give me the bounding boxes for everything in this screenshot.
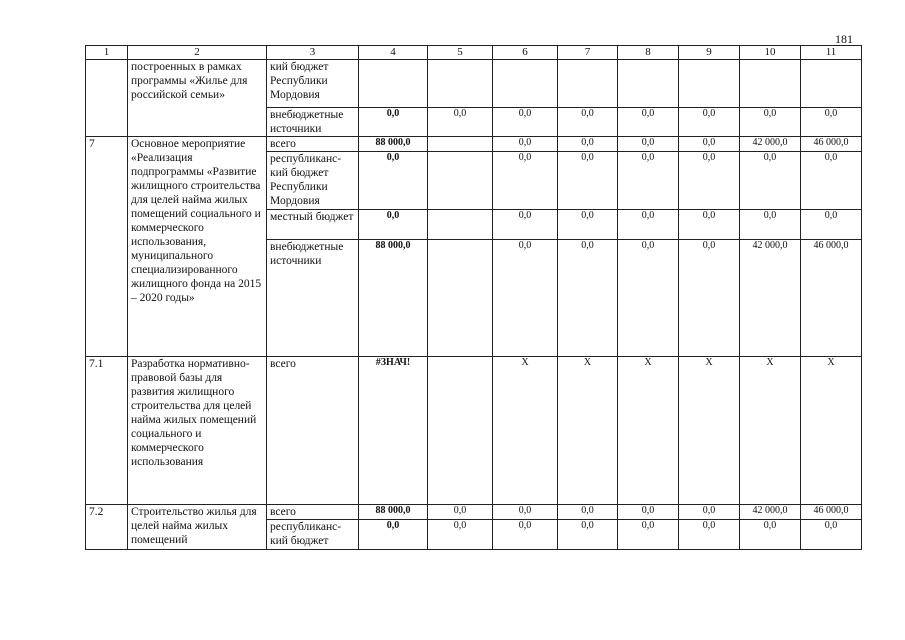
- col-header: 5: [428, 46, 493, 60]
- source-label: республиканс-кий бюджет Республики Мордовия: [267, 152, 359, 210]
- value-cell: 0,0: [618, 137, 679, 152]
- value-cell: 0,0: [493, 108, 558, 137]
- table-row: [86, 137, 862, 152]
- source-label: республиканс-кий бюджет: [267, 520, 359, 550]
- value-cell: 0,0: [618, 240, 679, 357]
- value-cell: Х: [618, 357, 679, 505]
- source-label: всего: [267, 137, 359, 152]
- value-cell: 0,0: [428, 108, 493, 137]
- table-row: [86, 60, 862, 108]
- value-cell: 0,0: [801, 108, 862, 137]
- value-cell: 0,0: [359, 520, 428, 550]
- col-header: 9: [679, 46, 740, 60]
- col-header: 2: [128, 46, 267, 60]
- table-row: [86, 505, 862, 520]
- value-cell: 0,0: [740, 152, 801, 210]
- value-cell: [558, 60, 618, 108]
- value-cell: 0,0: [428, 505, 493, 520]
- value-cell: 88 000,0: [359, 505, 428, 520]
- value-cell: 0,0: [679, 520, 740, 550]
- value-cell: 88 000,0: [359, 240, 428, 357]
- value-cell: [428, 60, 493, 108]
- value-cell: 0,0: [679, 137, 740, 152]
- source-label: всего: [267, 505, 359, 520]
- value-cell: 0,0: [428, 520, 493, 550]
- value-cell: 0,0: [679, 240, 740, 357]
- value-cell: 0,0: [558, 210, 618, 240]
- source-label: внебюджетные источники: [267, 240, 359, 357]
- value-cell: 0,0: [359, 108, 428, 137]
- value-cell: 0,0: [618, 108, 679, 137]
- value-cell: 0,0: [558, 108, 618, 137]
- value-cell: 0,0: [493, 137, 558, 152]
- value-cell: Х: [558, 357, 618, 505]
- value-cell: 0,0: [558, 505, 618, 520]
- row-id: 7: [86, 137, 128, 357]
- col-header: 10: [740, 46, 801, 60]
- value-cell: [428, 240, 493, 357]
- value-cell: 0,0: [679, 108, 740, 137]
- page-number: 181: [835, 32, 853, 46]
- value-cell: 46 000,0: [801, 240, 862, 357]
- row-name: построенных в рамках программы «Жилье для российской семьи»: [128, 60, 267, 137]
- source-label: внебюджетные источники: [267, 108, 359, 137]
- value-cell: 46 000,0: [801, 505, 862, 520]
- value-cell: [428, 357, 493, 505]
- table-row: [86, 357, 862, 505]
- value-cell: Х: [740, 357, 801, 505]
- col-header: 3: [267, 46, 359, 60]
- value-cell: [428, 137, 493, 152]
- value-cell: 0,0: [740, 108, 801, 137]
- value-cell: 88 000,0: [359, 137, 428, 152]
- budget-table: [85, 45, 862, 550]
- value-cell: 0,0: [359, 152, 428, 210]
- value-cell: 0,0: [679, 210, 740, 240]
- value-cell: 0,0: [558, 520, 618, 550]
- row-name: Основное мероприятие «Реализация подпрограммы «Развитие жилищного строительства для целей найма жилых помещений социального и коммерческого использования, муниципального специализированного жилищного фонда на 2015 – 2020 годы»: [128, 137, 267, 357]
- value-cell: [428, 210, 493, 240]
- value-cell: 0,0: [493, 240, 558, 357]
- value-cell: #ЗНАЧ!: [359, 357, 428, 505]
- value-cell: 0,0: [558, 137, 618, 152]
- col-header: 8: [618, 46, 679, 60]
- source-label: всего: [267, 357, 359, 505]
- value-cell: [801, 60, 862, 108]
- value-cell: [428, 152, 493, 210]
- row-id: 7.2: [86, 505, 128, 550]
- value-cell: 42 000,0: [740, 240, 801, 357]
- value-cell: 0,0: [740, 210, 801, 240]
- value-cell: 42 000,0: [740, 137, 801, 152]
- value-cell: 0,0: [618, 505, 679, 520]
- value-cell: 0,0: [618, 210, 679, 240]
- value-cell: 42 000,0: [740, 505, 801, 520]
- source-label: кий бюджет Республики Мордовия: [267, 60, 359, 108]
- value-cell: 0,0: [558, 240, 618, 357]
- col-header: 4: [359, 46, 428, 60]
- value-cell: 0,0: [558, 152, 618, 210]
- row-id: 7.1: [86, 357, 128, 505]
- value-cell: 0,0: [493, 152, 558, 210]
- source-label: местный бюджет: [267, 210, 359, 240]
- value-cell: [618, 60, 679, 108]
- value-cell: Х: [679, 357, 740, 505]
- value-cell: [493, 60, 558, 108]
- col-header: 11: [801, 46, 862, 60]
- value-cell: 0,0: [679, 505, 740, 520]
- header-row: [86, 46, 862, 60]
- value-cell: 0,0: [740, 520, 801, 550]
- value-cell: 0,0: [493, 210, 558, 240]
- value-cell: Х: [493, 357, 558, 505]
- value-cell: [359, 60, 428, 108]
- value-cell: [740, 60, 801, 108]
- col-header: 7: [558, 46, 618, 60]
- value-cell: [679, 60, 740, 108]
- row-name: Разработка нормативно-правовой базы для развития жилищного строительства для целей найма жилых помещений социального и коммерческого использования: [128, 357, 267, 505]
- value-cell: 0,0: [679, 152, 740, 210]
- row-name: Строительство жилья для целей найма жилых помещений: [128, 505, 267, 550]
- row-id: [86, 60, 128, 137]
- value-cell: 0,0: [801, 210, 862, 240]
- value-cell: 0,0: [801, 520, 862, 550]
- value-cell: Х: [801, 357, 862, 505]
- value-cell: 0,0: [493, 505, 558, 520]
- value-cell: 0,0: [359, 210, 428, 240]
- value-cell: 0,0: [801, 152, 862, 210]
- col-header: 6: [493, 46, 558, 60]
- value-cell: 46 000,0: [801, 137, 862, 152]
- value-cell: 0,0: [493, 520, 558, 550]
- col-header: 1: [86, 46, 128, 60]
- value-cell: 0,0: [618, 152, 679, 210]
- value-cell: 0,0: [618, 520, 679, 550]
